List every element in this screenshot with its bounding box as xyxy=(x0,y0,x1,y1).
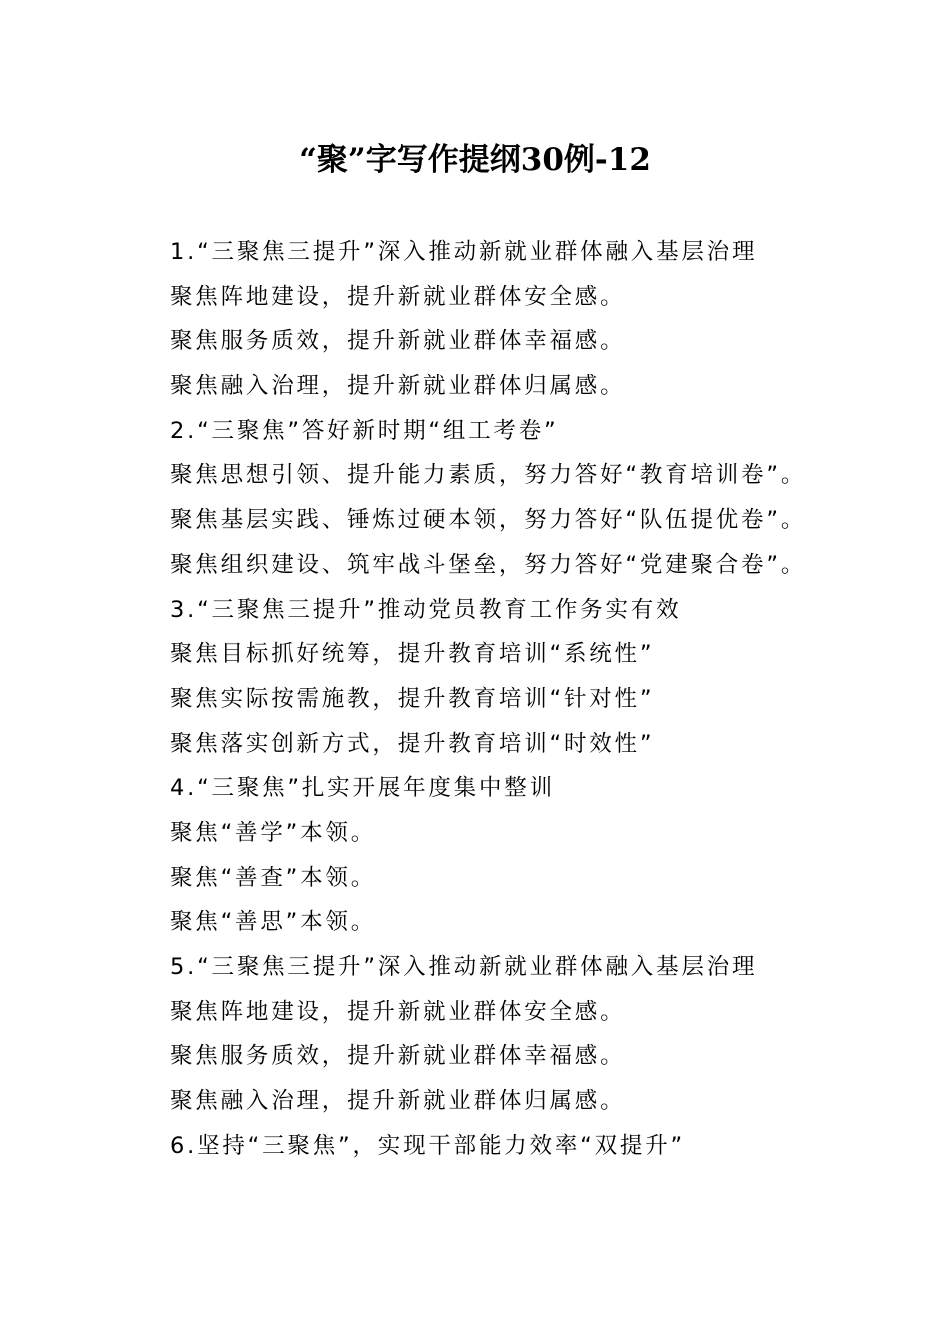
document-title: “聚”字写作提纲30例-12 xyxy=(299,142,651,178)
outline-item: 聚焦“善查”本领。 xyxy=(170,864,377,891)
outline-item: 聚焦组织建设、筑牢战斗堡垒，努力答好“党建聚合卷”。 xyxy=(170,551,807,578)
outline-item: 聚焦基层实践、锤炼过硬本领，努力答好“队伍提优卷”。 xyxy=(170,507,807,534)
outline-item: 聚焦服务质效，提升新就业群体幸福感。 xyxy=(170,328,626,355)
outline-item: 聚焦阵地建设，提升新就业群体安全感。 xyxy=(170,283,626,310)
outline-item: 聚焦“善思”本领。 xyxy=(170,909,377,936)
outline-item: 聚焦思想引领、提升能力素质，努力答好“教育培训卷”。 xyxy=(170,462,807,489)
outline-heading: 2.“三聚焦”答好新时期“组工考卷” xyxy=(170,417,559,444)
outline-item: 聚焦融入治理，提升新就业群体归属感。 xyxy=(170,373,626,400)
outline-heading: 1.“三聚焦三提升”深入推动新就业群体融入基层治理 xyxy=(170,239,758,265)
outline-item: 聚焦服务质效，提升新就业群体幸福感。 xyxy=(170,1043,626,1070)
outline-item: 聚焦阵地建设，提升新就业群体安全感。 xyxy=(170,998,626,1025)
outline-item: 聚焦目标抓好统筹，提升教育培训“系统性” xyxy=(170,641,655,668)
outline-list xyxy=(170,230,930,1168)
outline-heading: 6.坚持“三聚焦”，实现干部能力效率“双提升” xyxy=(170,1132,685,1159)
outline-heading: 5.“三聚焦三提升”深入推动新就业群体融入基层治理 xyxy=(170,954,758,980)
outline-heading: 3.“三聚焦三提升”推动党员教育工作务实有效 xyxy=(170,596,682,623)
outline-heading: 4.“三聚焦”扎实开展年度集中整训 xyxy=(170,775,555,802)
outline-item: 聚焦实际按需施教，提升教育培训“针对性” xyxy=(170,685,655,712)
outline-item: 聚焦融入治理，提升新就业群体归属感。 xyxy=(170,1088,626,1115)
outline-item: 聚焦“善学”本领。 xyxy=(170,819,377,846)
outline-item: 聚焦落实创新方式，提升教育培训“时效性” xyxy=(170,730,655,757)
